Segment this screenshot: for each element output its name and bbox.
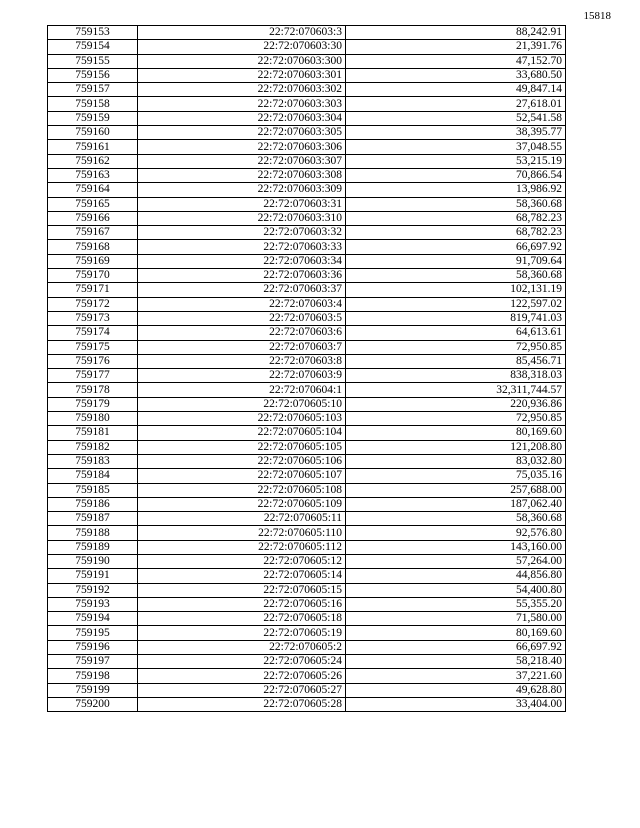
row-number-cell: 759180	[48, 412, 138, 426]
cadastral-number-cell: 22:72:070603:36	[138, 269, 346, 283]
value-cell: 58,360.68	[346, 269, 566, 283]
table-row	[48, 454, 566, 468]
value-cell: 121,208.80	[346, 440, 566, 454]
value-cell: 27,618.01	[346, 97, 566, 111]
value-cell: 85,456.71	[346, 354, 566, 368]
table-row	[48, 540, 566, 554]
row-number-cell: 759160	[48, 126, 138, 140]
cadastral-number-cell: 22:72:070605:14	[138, 569, 346, 583]
table-row	[48, 683, 566, 697]
table-row	[48, 669, 566, 683]
row-number-cell: 759178	[48, 383, 138, 397]
table-row	[48, 326, 566, 340]
value-cell: 33,404.00	[346, 697, 566, 711]
row-number-cell: 759167	[48, 226, 138, 240]
row-number-cell: 759198	[48, 669, 138, 683]
table-row	[48, 383, 566, 397]
row-number-cell: 759159	[48, 111, 138, 125]
value-cell: 37,048.55	[346, 140, 566, 154]
cadastral-number-cell: 22:72:070605:11	[138, 512, 346, 526]
value-cell: 257,688.00	[346, 483, 566, 497]
row-number-cell: 759185	[48, 483, 138, 497]
row-number-cell: 759195	[48, 626, 138, 640]
table-row	[48, 369, 566, 383]
table-row	[48, 340, 566, 354]
cadastral-number-cell: 22:72:070605:106	[138, 454, 346, 468]
value-cell: 33,680.50	[346, 68, 566, 82]
table-row	[48, 283, 566, 297]
cadastral-number-cell: 22:72:070604:1	[138, 383, 346, 397]
cadastral-number-cell: 22:72:070603:303	[138, 97, 346, 111]
cadastral-number-cell: 22:72:070603:300	[138, 54, 346, 68]
cadastral-number-cell: 22:72:070605:108	[138, 483, 346, 497]
row-number-cell: 759171	[48, 283, 138, 297]
cadastral-number-cell: 22:72:070603:305	[138, 126, 346, 140]
value-cell: 58,218.40	[346, 655, 566, 669]
cadastral-number-cell: 22:72:070603:33	[138, 240, 346, 254]
table-row	[48, 354, 566, 368]
table-row	[48, 40, 566, 54]
cadastral-number-cell: 22:72:070605:12	[138, 554, 346, 568]
cadastral-number-cell: 22:72:070603:4	[138, 297, 346, 311]
cadastral-number-cell: 22:72:070603:37	[138, 283, 346, 297]
row-number-cell: 759200	[48, 697, 138, 711]
table-row	[48, 526, 566, 540]
cadastral-number-cell: 22:72:070603:306	[138, 140, 346, 154]
cadastral-number-cell: 22:72:070605:15	[138, 583, 346, 597]
cadastral-number-cell: 22:72:070605:26	[138, 669, 346, 683]
registry-table-body	[48, 26, 566, 712]
row-number-cell: 759179	[48, 397, 138, 411]
row-number-cell: 759175	[48, 340, 138, 354]
value-cell: 47,152.70	[346, 54, 566, 68]
table-row	[48, 226, 566, 240]
row-number-cell: 759193	[48, 597, 138, 611]
row-number-cell: 759157	[48, 83, 138, 97]
value-cell: 57,264.00	[346, 554, 566, 568]
value-cell: 68,782.23	[346, 226, 566, 240]
table-row	[48, 597, 566, 611]
cadastral-number-cell: 22:72:070605:18	[138, 612, 346, 626]
value-cell: 66,697.92	[346, 640, 566, 654]
value-cell: 53,215.19	[346, 154, 566, 168]
value-cell: 72,950.85	[346, 412, 566, 426]
row-number-cell: 759154	[48, 40, 138, 54]
row-number-cell: 759166	[48, 211, 138, 225]
row-number-cell: 759191	[48, 569, 138, 583]
table-row	[48, 154, 566, 168]
cadastral-number-cell: 22:72:070605:27	[138, 683, 346, 697]
table-row	[48, 512, 566, 526]
value-cell: 143,160.00	[346, 540, 566, 554]
value-cell: 52,541.58	[346, 111, 566, 125]
value-cell: 32,311,744.57	[346, 383, 566, 397]
value-cell: 80,169.60	[346, 426, 566, 440]
table-row	[48, 640, 566, 654]
cadastral-number-cell: 22:72:070603:31	[138, 197, 346, 211]
value-cell: 70,866.54	[346, 168, 566, 182]
cadastral-number-cell: 22:72:070603:302	[138, 83, 346, 97]
row-number-cell: 759168	[48, 240, 138, 254]
value-cell: 71,580.00	[346, 612, 566, 626]
row-number-cell: 759165	[48, 197, 138, 211]
table-row	[48, 412, 566, 426]
cadastral-number-cell: 22:72:070605:112	[138, 540, 346, 554]
row-number-cell: 759153	[48, 26, 138, 40]
value-cell: 91,709.64	[346, 254, 566, 268]
value-cell: 819,741.03	[346, 311, 566, 325]
table-row	[48, 168, 566, 182]
row-number-cell: 759188	[48, 526, 138, 540]
table-row	[48, 269, 566, 283]
table-row	[48, 183, 566, 197]
value-cell: 49,847.14	[346, 83, 566, 97]
cadastral-number-cell: 22:72:070605:110	[138, 526, 346, 540]
cadastral-number-cell: 22:72:070603:8	[138, 354, 346, 368]
registry-table	[47, 25, 566, 712]
cadastral-number-cell: 22:72:070603:9	[138, 369, 346, 383]
cadastral-number-cell: 22:72:070603:304	[138, 111, 346, 125]
value-cell: 49,628.80	[346, 683, 566, 697]
table-row	[48, 140, 566, 154]
cadastral-number-cell: 22:72:070605:105	[138, 440, 346, 454]
row-number-cell: 759183	[48, 454, 138, 468]
table-row	[48, 240, 566, 254]
cadastral-number-cell: 22:72:070603:6	[138, 326, 346, 340]
value-cell: 88,242.91	[346, 26, 566, 40]
table-row	[48, 583, 566, 597]
table-row	[48, 97, 566, 111]
cadastral-number-cell: 22:72:070605:103	[138, 412, 346, 426]
value-cell: 122,597.02	[346, 297, 566, 311]
value-cell: 80,169.60	[346, 626, 566, 640]
row-number-cell: 759164	[48, 183, 138, 197]
row-number-cell: 759172	[48, 297, 138, 311]
value-cell: 83,032.80	[346, 454, 566, 468]
row-number-cell: 759155	[48, 54, 138, 68]
cadastral-number-cell: 22:72:070603:3	[138, 26, 346, 40]
value-cell: 72,950.85	[346, 340, 566, 354]
table-row	[48, 612, 566, 626]
table-row	[48, 569, 566, 583]
table-row	[48, 697, 566, 711]
cadastral-number-cell: 22:72:070605:2	[138, 640, 346, 654]
table-row	[48, 655, 566, 669]
row-number-cell: 759162	[48, 154, 138, 168]
cadastral-number-cell: 22:72:070603:32	[138, 226, 346, 240]
row-number-cell: 759186	[48, 497, 138, 511]
value-cell: 58,360.68	[346, 512, 566, 526]
row-number-cell: 759163	[48, 168, 138, 182]
value-cell: 38,395.77	[346, 126, 566, 140]
table-row	[48, 440, 566, 454]
table-row	[48, 554, 566, 568]
cadastral-number-cell: 22:72:070603:34	[138, 254, 346, 268]
row-number-cell: 759158	[48, 97, 138, 111]
value-cell: 66,697.92	[346, 240, 566, 254]
value-cell: 13,986.92	[346, 183, 566, 197]
cadastral-number-cell: 22:72:070605:24	[138, 655, 346, 669]
table-row	[48, 197, 566, 211]
cadastral-number-cell: 22:72:070603:301	[138, 68, 346, 82]
row-number-cell: 759169	[48, 254, 138, 268]
row-number-cell: 759184	[48, 469, 138, 483]
cadastral-number-cell: 22:72:070603:308	[138, 168, 346, 182]
page-number: 15818	[583, 10, 611, 22]
cadastral-number-cell: 22:72:070603:309	[138, 183, 346, 197]
row-number-cell: 759182	[48, 440, 138, 454]
row-number-cell: 759199	[48, 683, 138, 697]
cadastral-number-cell: 22:72:070605:104	[138, 426, 346, 440]
value-cell: 68,782.23	[346, 211, 566, 225]
cadastral-number-cell: 22:72:070605:107	[138, 469, 346, 483]
table-row	[48, 111, 566, 125]
table-row	[48, 626, 566, 640]
table-row	[48, 426, 566, 440]
row-number-cell: 759170	[48, 269, 138, 283]
row-number-cell: 759161	[48, 140, 138, 154]
row-number-cell: 759187	[48, 512, 138, 526]
value-cell: 55,355.20	[346, 597, 566, 611]
table-row	[48, 54, 566, 68]
table-row	[48, 26, 566, 40]
row-number-cell: 759192	[48, 583, 138, 597]
cadastral-number-cell: 22:72:070603:30	[138, 40, 346, 54]
cadastral-number-cell: 22:72:070605:10	[138, 397, 346, 411]
table-row	[48, 68, 566, 82]
row-number-cell: 759174	[48, 326, 138, 340]
cadastral-number-cell: 22:72:070605:28	[138, 697, 346, 711]
value-cell: 21,391.76	[346, 40, 566, 54]
table-row	[48, 483, 566, 497]
value-cell: 838,318.03	[346, 369, 566, 383]
value-cell: 58,360.68	[346, 197, 566, 211]
table-row	[48, 254, 566, 268]
value-cell: 75,035.16	[346, 469, 566, 483]
row-number-cell: 759173	[48, 311, 138, 325]
cadastral-number-cell: 22:72:070605:109	[138, 497, 346, 511]
row-number-cell: 759196	[48, 640, 138, 654]
row-number-cell: 759177	[48, 369, 138, 383]
value-cell: 92,576.80	[346, 526, 566, 540]
row-number-cell: 759156	[48, 68, 138, 82]
value-cell: 102,131.19	[346, 283, 566, 297]
cadastral-number-cell: 22:72:070603:310	[138, 211, 346, 225]
cadastral-number-cell: 22:72:070605:19	[138, 626, 346, 640]
table-row	[48, 397, 566, 411]
row-number-cell: 759190	[48, 554, 138, 568]
row-number-cell: 759194	[48, 612, 138, 626]
row-number-cell: 759181	[48, 426, 138, 440]
cadastral-number-cell: 22:72:070603:5	[138, 311, 346, 325]
cadastral-number-cell: 22:72:070603:7	[138, 340, 346, 354]
value-cell: 220,936.86	[346, 397, 566, 411]
row-number-cell: 759176	[48, 354, 138, 368]
value-cell: 187,062.40	[346, 497, 566, 511]
row-number-cell: 759189	[48, 540, 138, 554]
table-row	[48, 497, 566, 511]
table-row	[48, 311, 566, 325]
table-row	[48, 297, 566, 311]
cadastral-number-cell: 22:72:070603:307	[138, 154, 346, 168]
value-cell: 44,856.80	[346, 569, 566, 583]
table-row	[48, 211, 566, 225]
value-cell: 54,400.80	[346, 583, 566, 597]
value-cell: 64,613.61	[346, 326, 566, 340]
row-number-cell: 759197	[48, 655, 138, 669]
table-row	[48, 126, 566, 140]
table-row	[48, 469, 566, 483]
cadastral-number-cell: 22:72:070605:16	[138, 597, 346, 611]
table-row	[48, 83, 566, 97]
value-cell: 37,221.60	[346, 669, 566, 683]
